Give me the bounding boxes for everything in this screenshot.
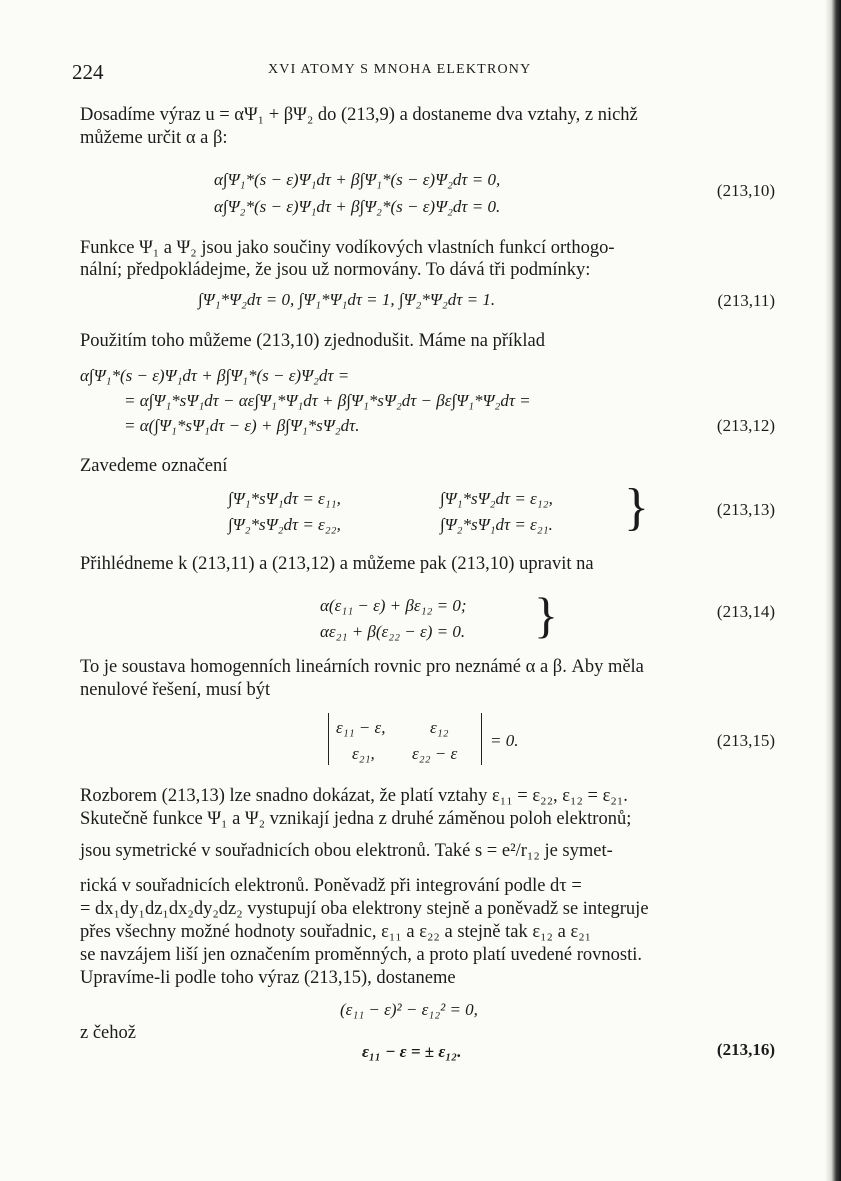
equation-number-213-13: (213,13) [716,500,775,519]
equation-213-13-e12: ∫Ψ₁*sΨ₂dτ = ε₁₂, [440,489,553,508]
determinant-a21: ε₂₁, [352,744,375,763]
equation-213-14-line-1: α(ε₁₁ − ε) + βε₁₂ = 0; [320,596,467,615]
equation-213-13-e21: ∫Ψ₂*sΨ₁dτ = ε₂₁. [440,515,553,534]
brace-213-13: } [624,479,649,536]
paragraph-7-line-2: Skutečně funkce Ψ₁ a Ψ₂ vznikají jedna z druhé záměnou poloh elektronů; [80,809,632,829]
paragraph-3: Použitím toho můžeme (213,10) zjednodušit. Máme na příklad [80,331,545,351]
paragraph-6-line-2: nenulové řešení, musí být [80,680,271,700]
equation-number-213-12: (213,12) [716,416,775,435]
equation-213-10-line-1: α∫Ψ₁*(s − ε)Ψ₁dτ + β∫Ψ₁*(s − ε)Ψ₂dτ = 0, [214,170,501,189]
equation-213-16: ε₁₁ − ε = ± ε₁₂. [362,1042,462,1061]
equation-213-14-line-2: αε₂₁ + β(ε₂₂ − ε) = 0. [320,622,466,641]
determinant-a11: ε₁₁ − ε, [336,718,386,737]
paragraph-5: Přihlédneme k (213,11) a (213,12) a můžeme pak (213,10) upravit na [80,554,594,574]
equation-213-12-line-3: = α(∫Ψ₁*sΨ₁dτ − ε) + β∫Ψ₁*sΨ₂dτ. [124,416,360,435]
paragraph-1-line-2: můžeme určit α a β: [80,128,228,148]
running-head: XVI ATOMY S MNOHA ELEKTRONY [268,62,532,77]
determinant-a22: ε₂₂ − ε [412,744,458,763]
paragraph-7-line-7: se navzájem liší jen označením proměnných, a proto platí uvedené rovnosti. [80,945,643,965]
determinant-rhs: = 0. [490,731,519,750]
equation-213-10-line-2: α∫Ψ₂*(s − ε)Ψ₁dτ + β∫Ψ₂*(s − ε)Ψ₂dτ = 0. [214,197,501,216]
paragraph-7-line-8: Upravíme-li podle toho výraz (213,15), dostaneme [80,968,456,988]
equation-213-11: ∫Ψ₁*Ψ₂dτ = 0, ∫Ψ₁*Ψ₁dτ = 1, ∫Ψ₂*Ψ₂dτ = 1. [198,290,496,309]
paragraph-7-line-1: Rozborem (213,13) lze snadno dokázat, že platí vztahy ε₁₁ = ε₂₂, ε₁₂ = ε₂₁. [80,786,628,806]
determinant-a12: ε₁₂ [430,718,449,737]
equation-number-213-16: (213,16) [716,1040,775,1059]
equation-number-213-11: (213,11) [717,291,775,310]
paragraph-2-line-1: Funkce Ψ₁ a Ψ₂ jsou jako součiny vodíkových vlastních funkcí orthogo- [80,238,615,258]
paragraph-7-line-3: jsou symetrické v souřadnicích obou elektronů. Také s = e²/r₁₂ je symet- [80,841,613,861]
equation-number-213-14: (213,14) [716,602,775,621]
paragraph-7-line-5: = dx₁dy₁dz₁dx₂dy₂dz₂ vystupují oba elektrony stejně a poněvadž se integruje [80,899,649,919]
paragraph-7-line-4: rická v souřadnicích elektronů. Poněvadž při integrování podle dτ = [80,876,582,896]
equation-213-12-line-1: α∫Ψ₁*(s − ε)Ψ₁dτ + β∫Ψ₁*(s − ε)Ψ₂dτ = [80,366,350,385]
equation-213-12-line-2: = α∫Ψ₁*sΨ₁dτ − αε∫Ψ₁*Ψ₁dτ + β∫Ψ₁*sΨ₂dτ − βε∫Ψ₁*Ψ₂dτ = [124,391,531,410]
equation-213-13-e11: ∫Ψ₁*sΨ₁dτ = ε₁₁, [228,489,341,508]
equation-213-13-e22: ∫Ψ₂*sΨ₂dτ = ε₂₂, [228,515,341,534]
text-z-cehoz: z čehož [80,1023,136,1043]
paragraph-6-line-1: To je soustava homogenních lineárních rovnic pro neznámé α a β. Aby měla [80,657,644,677]
book-spine-shadow [825,0,841,1181]
equation-number-213-10: (213,10) [716,181,775,200]
equation-squared-form: (ε₁₁ − ε)² − ε₁₂² = 0, [340,1000,478,1019]
page-number: 224 [72,60,104,84]
paragraph-2-line-2: nální; předpokládejme, že jsou už normovány. To dává tři podmínky: [80,260,591,280]
paragraph-7-line-6: přes všechny možné hodnoty souřadnic, ε₁₁ a ε₂₂ a stejně tak ε₁₂ a ε₂₁ [80,922,592,942]
paragraph-1-line-1: Dosadíme výraz u = αΨ₁ + βΨ₂ do (213,9) a dostaneme dva vztahy, z nichž [80,105,638,125]
equation-number-213-15: (213,15) [716,731,775,750]
brace-213-14: } [534,587,558,643]
paragraph-4: Zavedeme označení [80,456,228,476]
